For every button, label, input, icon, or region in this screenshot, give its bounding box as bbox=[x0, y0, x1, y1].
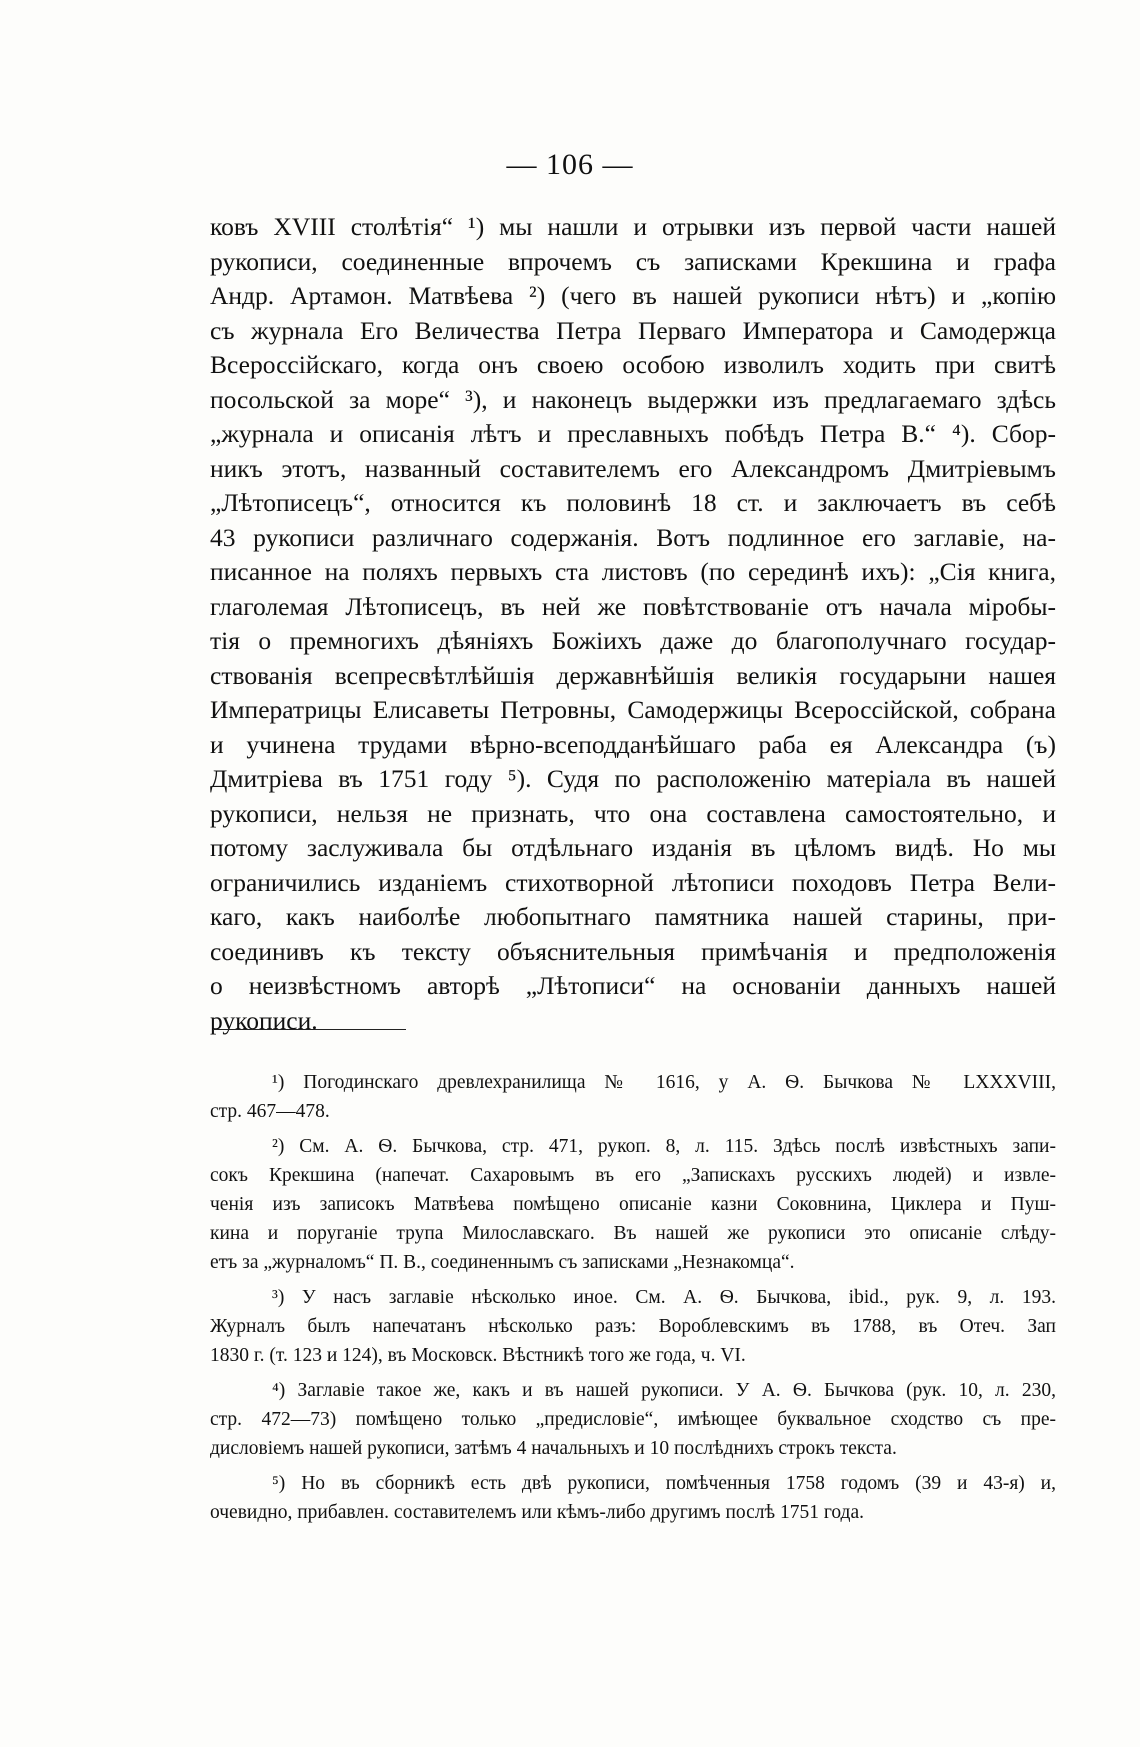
text-line: каго, какъ наиболѣе любопытнаго памятника нашей старины, при- bbox=[210, 902, 1056, 931]
text-line: и учинена трудами вѣрно-всеподданѣйшаго раба ея Александра (ъ) bbox=[210, 729, 1056, 759]
text-line: ограничились изданіемъ стихотворной лѣтописи походовъ Петра Вели- bbox=[210, 867, 1056, 897]
text-line: соединивъ къ тексту объяснительныя примѣчанія и предположенія bbox=[210, 936, 1056, 966]
text-line: рукописи. bbox=[210, 1005, 318, 1035]
footnote-line: очевидно, прибавлен. составителемъ или кѣмъ-либо другимъ послѣ 1751 года. bbox=[210, 1502, 865, 1523]
footnote-line: 1830 г. (т. 123 и 124), въ Московск. Вѣстникѣ того же года, ч. VI. bbox=[210, 1345, 746, 1366]
text-line: рукописи, нельзя не признать, что она составлена самостоятельно, и bbox=[210, 798, 1056, 828]
footnote-line: ³) У насъ заглавіе нѣсколько иное. См. А. Ѳ. Бычкова, ibid., рук. 9, л. 193. bbox=[272, 1287, 1056, 1308]
footnote-line: ¹) Погодинскаго древлехранилища № 1616, у А. Ѳ. Бычкова № LXXXVIII, bbox=[272, 1072, 1056, 1093]
text-line: глаголемая Лѣтописецъ, въ ней же повѣтствованіе отъ начала міробы- bbox=[210, 591, 1056, 621]
footnote-separator bbox=[214, 1029, 406, 1030]
footnote-line: ченія изъ записокъ Матвѣева помѣщено описаніе казни Соковнина, Циклера и Пуш- bbox=[210, 1194, 1056, 1215]
text-line: Императрицы Елисаветы Петровны, Самодержицы Всероссійской, собрана bbox=[210, 695, 1056, 724]
text-line: потому заслуживала бы отдѣльнаго изданія въ цѣломъ видѣ. Но мы bbox=[210, 833, 1056, 862]
text-line: „Лѣтописецъ“, относится къ половинѣ 18 ст. и заключаетъ въ себѣ bbox=[210, 488, 1056, 517]
footnote-line: кина и поруганіе трупа Милославскаго. Въ нашей же рукописи это описаніе слѣду- bbox=[210, 1223, 1056, 1244]
footnote-1 bbox=[210, 1068, 1056, 1126]
footnote-4 bbox=[210, 1376, 1056, 1463]
footnotes bbox=[210, 1068, 1056, 1533]
footnote-line: ²) См. А. Ѳ. Бычкова, стр. 471, рукоп. 8, л. 115. Здѣсь послѣ извѣстныхъ запи- bbox=[272, 1136, 1056, 1157]
footnote-2 bbox=[210, 1132, 1056, 1277]
text-line: „журнала и описанія лѣтъ и преславныхъ побѣдъ Петра В.“ ⁴). Сбор- bbox=[210, 419, 1056, 448]
page-number: — 106 — bbox=[506, 148, 634, 181]
footnote-line: стр. 467—478. bbox=[210, 1101, 330, 1122]
text-line: Дмитріева въ 1751 году ⁵). Судя по расположенію матеріала въ нашей bbox=[210, 764, 1056, 793]
text-line: Всероссійскаго, когда онъ своею особою изволилъ ходить при свитѣ bbox=[210, 350, 1056, 379]
text-line: тія о премногихъ дѣяніяхъ Божіихъ даже до благополучнаго государ- bbox=[210, 626, 1056, 655]
text-line: Андр. Артамон. Матвѣева ²) (чего въ нашей рукописи нѣтъ) и „копію bbox=[210, 281, 1056, 310]
footnote-line: ⁵) Но въ сборникѣ есть двѣ рукописи, помѣченныя 1758 годомъ (39 и 43-я) и, bbox=[272, 1473, 1056, 1494]
text-line: писанное на поляхъ первыхъ ста листовъ (по серединѣ ихъ): „Сія книга, bbox=[210, 557, 1056, 586]
footnote-line: етъ за „журналомъ“ П. В., соединеннымъ съ записками „Незнакомца“. bbox=[210, 1252, 795, 1273]
text-line: посольской за море“ ³), и наконецъ выдержки изъ предлагаемаго здѣсь bbox=[210, 384, 1056, 414]
text-line: никъ этотъ, названный составителемъ его Александромъ Дмитріевымъ bbox=[210, 453, 1056, 483]
footnote-line: стр. 472—73) помѣщено только „предисловіе“, имѣющее буквальное сходство съ пре- bbox=[210, 1409, 1056, 1430]
footnote-line: Журналъ былъ напечатанъ нѣсколько разъ: Вороблевскимъ въ 1788, въ Отеч. Зап bbox=[210, 1316, 1056, 1337]
footnote-3 bbox=[210, 1283, 1056, 1370]
footnote-line: ⁴) Заглавіе такое же, какъ и въ нашей рукописи. У А. Ѳ. Бычкова (рук. 10, л. 230, bbox=[272, 1380, 1056, 1401]
main-text bbox=[210, 210, 1056, 1038]
text-line: рукописи, соединенные впрочемъ съ записками Крекшина и графа bbox=[210, 246, 1056, 276]
text-line: ковъ XVIII столѣтія“ ¹) мы нашли и отрывки изъ первой части нашей bbox=[210, 212, 1056, 241]
text-line: о неизвѣстномъ авторѣ „Лѣтописи“ на основаніи данныхъ нашей bbox=[210, 971, 1056, 1000]
text-line: 43 рукописи различнаго содержанія. Вотъ подлинное его заглавіе, на- bbox=[210, 522, 1056, 552]
footnote-line: дисловіемъ нашей рукописи, затѣмъ 4 начальныхъ и 10 послѣднихъ строкъ текста. bbox=[210, 1438, 897, 1459]
footnote-5 bbox=[210, 1469, 1056, 1527]
text-line: съ журнала Его Величества Петра Перваго Императора и Самодержца bbox=[210, 315, 1056, 345]
footnote-line: сокъ Крекшина (напечат. Сахаровымъ въ его „Запискахъ русскихъ людей) и извле- bbox=[210, 1165, 1056, 1186]
text-line: ствованія всепресвѣтлѣйшія державнѣйшія великія государыни нашея bbox=[210, 660, 1056, 690]
